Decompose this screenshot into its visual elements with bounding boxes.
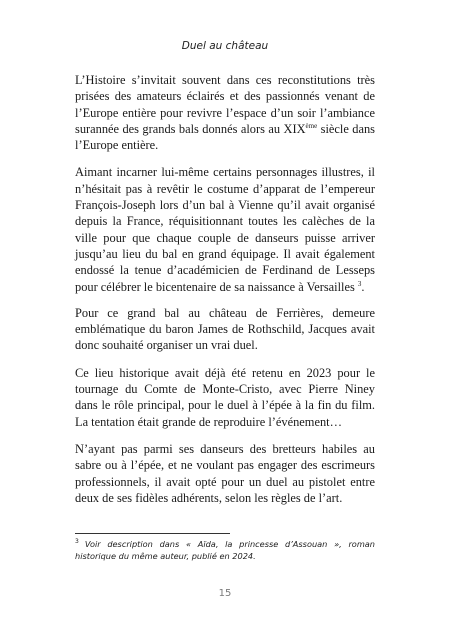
- body-text: [75, 72, 375, 517]
- paragraph-2-text-b: .: [361, 279, 365, 294]
- page-number: 15: [218, 588, 232, 599]
- paragraph-4: Ce lieu historique avait déjà été retenu en 2023 pour le tournage du Comte de Monte-Cristo, avec Pierre Niney dans le rôle principal, pour le duel à l’épée à la fin du film. La tentation était grande de reproduire l’événement…: [75, 365, 375, 429]
- footnote: [75, 538, 375, 562]
- paragraph-1-text-b: siècle dans l’Europe entière.: [75, 121, 375, 153]
- paragraph-2: [75, 164, 375, 294]
- footnote-text: Voir description dans « Aïda, la princesse d’Assouan », roman historique du même auteur, publié en 2024.: [75, 539, 375, 561]
- footnote-mark: 3: [75, 538, 79, 546]
- footnote-reference[interactable]: 3: [357, 279, 362, 288]
- century-superscript: ème: [305, 121, 318, 130]
- paragraph-2-text-a: Aimant incarner lui-même certains personnages illustres, il n’hésitait pas à revêtir le costume d’apparat de l’empereur François-Joseph lors d’un bal à Vienne qu’il avait organisé depuis la France, réquisitionnant toutes les calèches de la ville pour que chaque couple de danseurs puisse arriver jusqu’au lieu du bal en grand équipage. Il avait également endossé la tenue d’académicien de Ferdinand de Lesseps pour célébrer le bicentenaire de sa naissance à Versailles: [75, 165, 375, 294]
- paragraph-1: [75, 72, 375, 153]
- paragraph-3: Pour ce grand bal au château de Ferrières, demeure emblématique du baron James de Rothschild, Jacques avait donc souhaité organiser un vrai duel.: [75, 305, 375, 353]
- paragraph-1-text-a: L’Histoire s’invitait souvent dans ces reconstitutions très prisées des amateurs éclairés et des passionnés venant de l’Europe entière pour revivre l’espace d’un soir l’ambiance surannée des grands bals donnés alors au XIX: [75, 73, 375, 136]
- paragraph-5: N’ayant pas parmi ses danseurs des bretteurs habiles au sabre ou à l’épée, et ne voulant pas engager des escrimeurs professionnels, il avait opté pour un duel au pistolet entre deux de ses fidèles adhérents, selon les règles de l’art.: [75, 441, 375, 505]
- footnote-separator: [75, 533, 230, 534]
- running-header: Duel au château: [181, 40, 269, 52]
